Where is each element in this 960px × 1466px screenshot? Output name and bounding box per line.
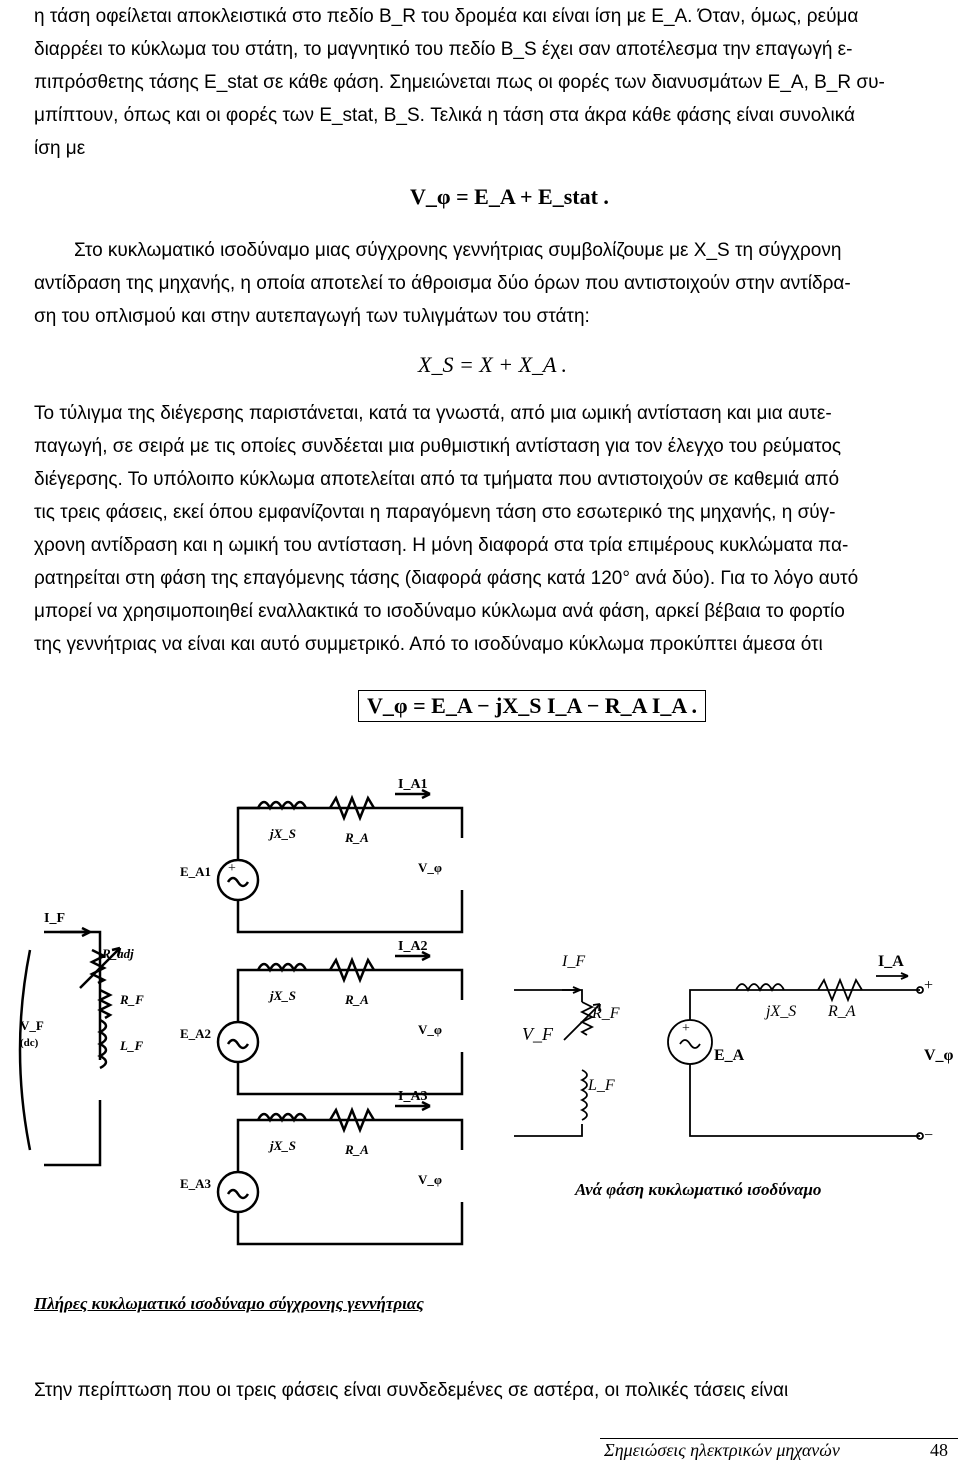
full-equivalent-circuit <box>0 760 500 1260</box>
paragraph-2 <box>34 234 954 333</box>
label-jxs-3: jX_S <box>270 1138 297 1153</box>
label-lf-full: L_F <box>120 1038 144 1053</box>
per-phase-equivalent-circuit <box>500 940 960 1180</box>
label-radj: R_adj <box>102 946 134 961</box>
label-ra-1: R_A <box>345 830 369 845</box>
para3-line-6: ρατηρείται στη φάση της επαγόμενης τάσης (διαφορά φάσης κατά 120° ανά δύο). Για το λόγο αυτό <box>34 568 859 589</box>
full-circuit-caption: Πλήρες κυκλωματικό ισοδύναμο σύγχρονης γεννήτριας <box>34 1294 424 1313</box>
page-number: 48 <box>930 1440 948 1460</box>
para3-line-7: μπορεί να χρησιμοποιηθεί εναλλακτικά το ισοδύναμο κύκλωμα ανά φάση, αρκεί βέβαια το φορτίο <box>34 601 845 622</box>
para2-line-1: Στο κυκλωματικό ισοδύναμο μιας σύγχρονης γεννήτριας συμβολίζουμε με X_S τη σύγχρονη <box>74 240 842 261</box>
label-ea3: E_A3 <box>180 1176 212 1191</box>
para3-line-8: της γεννήτριας να είναι και αυτό συμμετρικό. Από το ισοδύναμο κύκλωμα προκύπτει άμεσα ότι <box>34 634 823 655</box>
label-ra-phase: R_A <box>828 1003 856 1020</box>
para3-line-1: Το τύλιγμα της διέγερσης παριστάνεται, κατά τα γνωστά, από μια ωμική αντίσταση και μια αυτε- <box>34 403 832 424</box>
label-jxs-1: jX_S <box>270 826 297 841</box>
per-phase-armature-circuit <box>668 973 923 1139</box>
para2-line-3: ση του οπλισμού και στην αυτεπαγωγή των τυλιγμάτων του στάτη: <box>34 306 590 327</box>
para4-line-1: Στην περίπτωση που οι τρεις φάσεις είναι συνδεδεμένες σε αστέρα, οι πολικές τάσεις είναι <box>34 1380 789 1401</box>
para1-line-4: μπίπτουν, όπως και οι φορές των E_stat, B_S. Τελικά η τάση στα άκρα κάθε φάσης είναι συνολικά <box>34 105 855 126</box>
label-ea-phase: E_A <box>714 1047 745 1064</box>
plus-terminal: + <box>924 977 934 994</box>
label-rf-full: R_F <box>120 992 144 1007</box>
minus-terminal: − <box>924 1127 934 1144</box>
label-vphi-1: V_φ <box>418 860 443 875</box>
equation-phase-voltage: V_φ = E_A + E_stat . <box>410 184 609 209</box>
para1-line-3: πιπρόσθετης τάσης E_stat σε κάθε φάση. Σημειώνεται πως οι φορές των διανυσμάτων E_A, B_R συ- <box>34 72 885 93</box>
paragraph-1 <box>34 0 954 165</box>
label-lf-phase: L_F <box>588 1077 615 1094</box>
label-jxs-phase: jX_S <box>766 1003 797 1020</box>
label-ia3: I_A3 <box>398 1089 428 1104</box>
label-vphi-phase: V_φ <box>924 1047 954 1064</box>
equation-terminal-voltage-boxed: V_φ = E_A − jX_S I_A − R_A I_A . <box>358 690 706 722</box>
per-phase-caption: Ανά φάση κυκλωματικό ισοδύναμο <box>575 1180 822 1199</box>
para3-line-4: τις τρεις φάσεις, εκεί όπου εμφανίζονται η παραγόμενη τάση στο εσωτερικό της μηχανής, η σύγ- <box>34 502 836 523</box>
label-vphi-3: V_φ <box>418 1172 443 1187</box>
para1-line-2: διαρρέει το κύκλωμα του στάτη, το μαγνητικό του πεδίο B_S έχει σαν αποτέλεσμα την επαγωγή ε- <box>34 39 853 60</box>
para3-line-5: χρονη αντίδραση και η ωμική του αντίσταση. Η μόνη διαφορά στα τρία επιμέρους κυκλώματα πα- <box>34 535 849 556</box>
para1-line-1: η τάση οφείλεται αποκλειστικά στο πεδίο B_R του δρομέα και είναι ίση με E_A. Όταν, όμως, ρεύμα <box>34 6 859 27</box>
para2-line-2: αντίδραση της μηχανής, η οποία αποτελεί το άθροισμα δύο όρων που αντιστοιχούν στην αντίδρα- <box>34 273 851 294</box>
para3-line-3: διέγερσης. Το υπόλοιπο κύκλωμα αποτελείται από τα τμήματα που αντιστοιχούν σε καθεμιά από <box>34 469 840 490</box>
footer-title: Σημειώσεις ηλεκτρικών μηχανών <box>604 1440 840 1460</box>
plus-source: + <box>682 1021 690 1036</box>
label-if: I_F <box>44 911 65 926</box>
phase-3-labels <box>180 1089 442 1191</box>
phase-1-labels <box>180 777 442 879</box>
label-if-phase: I_F <box>562 953 586 970</box>
plus-sign-1: + <box>228 861 236 876</box>
para3-line-2: παγωγή, σε σειρά με τις οποίες συνδέεται μια ρυθμιστική αντίσταση για τον έλεγχο του ρεύματος <box>34 436 842 457</box>
paragraph-3 <box>34 397 954 661</box>
label-jxs-2: jX_S <box>270 988 297 1003</box>
label-rf-phase: R_F <box>592 1005 620 1022</box>
label-ra-2: R_A <box>345 992 369 1007</box>
per-phase-field-circuit <box>514 987 600 1136</box>
label-dc: (dc) <box>20 1037 39 1049</box>
label-vphi-2: V_φ <box>418 1022 443 1037</box>
paragraph-4 <box>34 1374 954 1407</box>
label-ia2: I_A2 <box>398 939 428 954</box>
label-ia1: I_A1 <box>398 777 428 792</box>
label-vf-full: V_F <box>20 1018 44 1033</box>
label-ea1: E_A1 <box>180 864 212 879</box>
equation-synchronous-reactance: X_S = X + X_A . <box>418 352 568 377</box>
footer-rule <box>600 1438 958 1439</box>
para1-line-5: ίση με <box>34 138 86 159</box>
phase-2-labels <box>180 939 442 1041</box>
label-ia-phase: I_A <box>878 953 904 970</box>
label-vf-phase: V_F <box>522 1024 553 1044</box>
label-ea2: E_A2 <box>180 1026 212 1041</box>
label-ra-3: R_A <box>345 1142 369 1157</box>
